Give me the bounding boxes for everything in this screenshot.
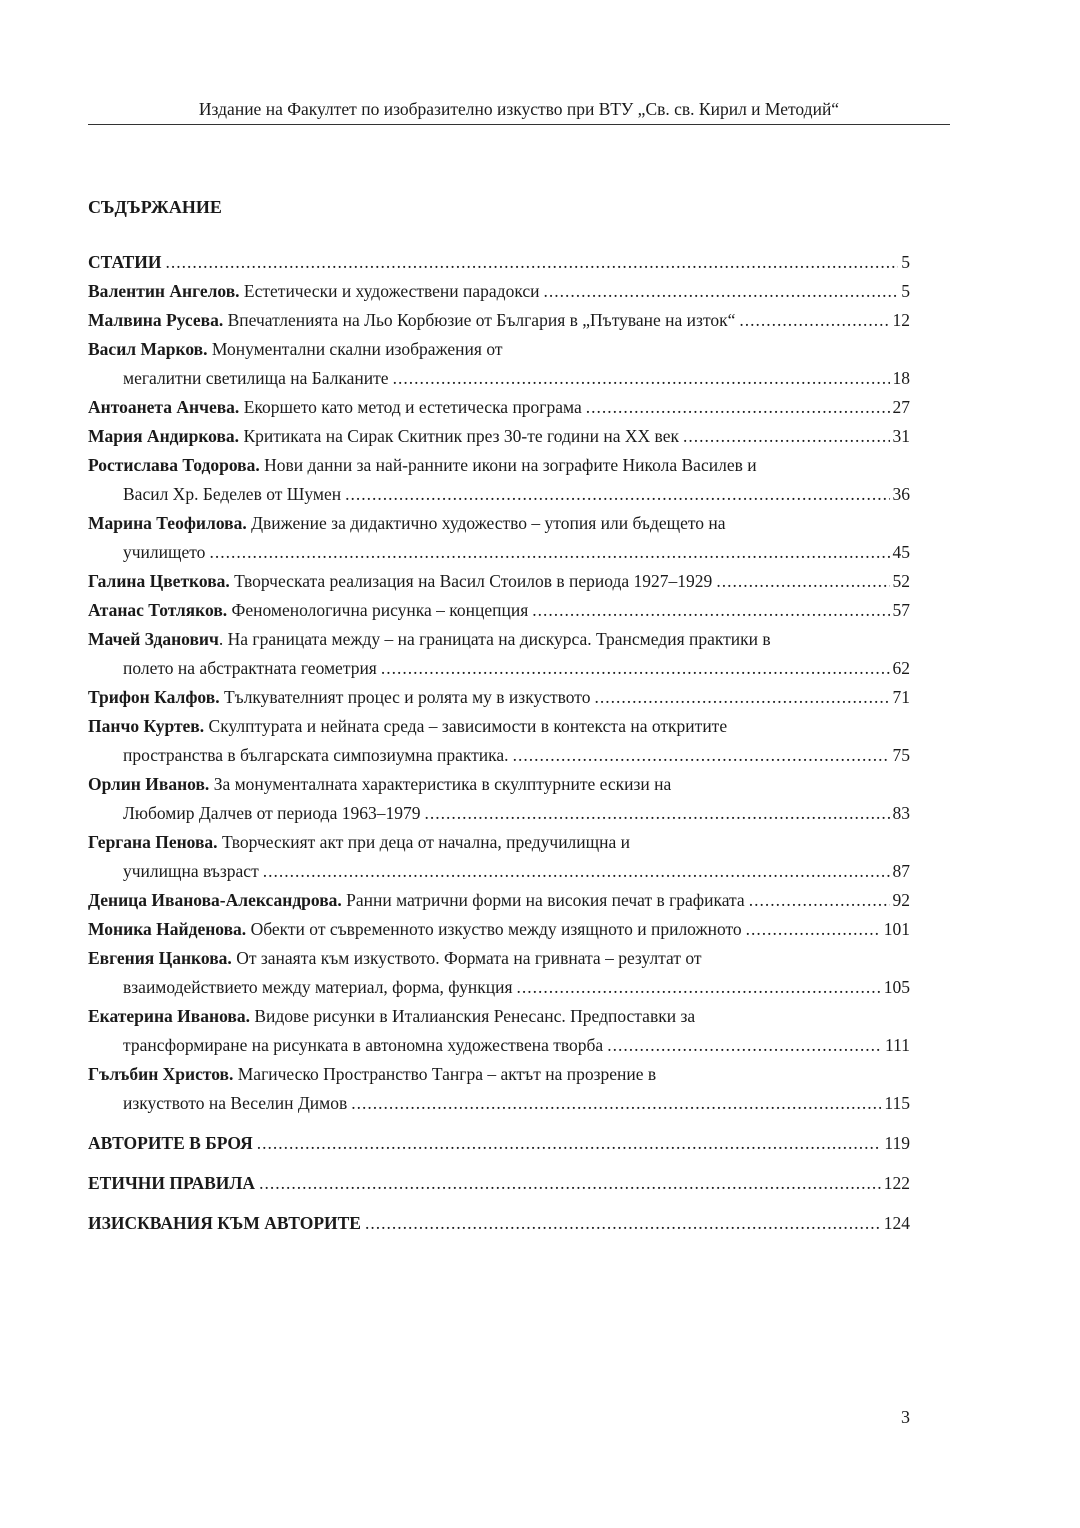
toc-page-number: 119	[884, 1133, 910, 1153]
toc-line-text	[88, 1060, 656, 1089]
toc-author: Панчо Куртев.	[88, 716, 205, 736]
toc-line-text	[88, 393, 582, 422]
toc-article-title: Творческата реализация на Васил Стоилов в периода 1927–1929	[234, 571, 713, 591]
toc-section	[88, 248, 910, 277]
toc-author: Мария Андиркова.	[88, 426, 240, 446]
toc-article-title: училищна възраст	[123, 861, 259, 881]
toc-author: Марина Теофилова.	[88, 513, 247, 533]
toc-entry	[88, 712, 910, 770]
toc-line	[88, 538, 910, 567]
toc-article-title: Движение за дидактично художество – утопия или бъдещето на	[251, 513, 726, 533]
toc-line-text	[88, 335, 503, 364]
dot-leader	[544, 277, 899, 306]
toc-line-text	[88, 683, 590, 712]
dot-leader	[683, 422, 890, 451]
toc-article-title: Впечатленията на Льо Корбюзие от България в „Пътуване на изток“	[227, 310, 736, 330]
toc-line	[88, 683, 910, 712]
toc-page-number: 5	[901, 281, 910, 301]
toc-page-number: 18	[892, 368, 910, 388]
toc-entry	[88, 567, 910, 596]
dot-leader	[739, 306, 889, 335]
toc-article-title: Екоршето като метод и естетическа програма	[243, 397, 582, 417]
toc-article-title: Творческият акт при деца от начална, предучилищна и	[221, 832, 631, 852]
toc-entry	[88, 944, 910, 1002]
toc-line-text	[123, 973, 513, 1002]
toc-line-text	[123, 480, 341, 509]
dot-leader	[393, 364, 890, 393]
running-header: Издание на Факултет по изобразително изкуство при ВТУ „Св. св. Кирил и Методий“	[198, 99, 840, 119]
toc-entry	[88, 828, 910, 886]
dot-leader	[263, 857, 890, 886]
toc-page-number: 71	[892, 687, 910, 707]
toc-page-number: 115	[884, 1093, 910, 1113]
toc-page-number: 101	[883, 919, 910, 939]
dot-leader	[517, 973, 881, 1002]
dot-leader	[259, 1169, 881, 1198]
dot-leader	[257, 1129, 882, 1158]
toc-line-text	[123, 538, 205, 567]
toc-article-title: Тълкувателният процес и ролята му в изкуството	[223, 687, 591, 707]
toc-line-text	[123, 799, 420, 828]
toc-section-title: АВТОРИТЕ В БРОЯ	[88, 1133, 253, 1153]
toc-author: Орлин Иванов.	[88, 774, 210, 794]
toc-line	[88, 480, 910, 509]
toc-section-title: ИЗИСКВАНИЯ КЪМ АВТОРИТЕ	[88, 1213, 361, 1233]
toc-author: Деница Иванова-Александрова.	[88, 890, 342, 910]
toc-section-title: СТАТИИ	[88, 252, 162, 272]
toc-article-title: взаимодействието между материал, форма, функция	[123, 977, 513, 997]
toc-article-title: . На границата между – на границата на дискурса. Трансмедия практики в	[218, 629, 771, 649]
toc-line	[88, 886, 910, 915]
toc-article-title: мегалитни светилища на Балканите	[123, 368, 389, 388]
toc-line	[88, 277, 910, 306]
toc-article-title: Любомир Далчев от периода 1963–1979	[123, 803, 421, 823]
toc-line	[88, 857, 910, 886]
toc-article-title: трансформиране на рисунката в автономна художествена творба	[123, 1035, 604, 1055]
toc-author: Атанас Тотляков.	[88, 600, 228, 620]
toc-line	[88, 393, 910, 422]
toc-author: Малвина Русева.	[88, 310, 224, 330]
toc-line	[88, 1031, 910, 1060]
toc-line	[88, 770, 910, 799]
toc-page-number: 36	[892, 484, 910, 504]
dot-leader	[716, 567, 889, 596]
toc-line-text	[123, 1031, 603, 1060]
toc-article-title: Магическо Пространство Тангра – актът на прозрение в	[237, 1064, 657, 1084]
toc-entry	[88, 509, 910, 567]
dot-leader	[594, 683, 889, 712]
toc-line-text	[88, 712, 727, 741]
toc-line	[88, 1129, 910, 1158]
dot-leader	[532, 596, 889, 625]
toc-line	[88, 1060, 910, 1089]
toc-line	[88, 364, 910, 393]
toc-line-text	[88, 277, 540, 306]
toc-author: Васил Марков.	[88, 339, 208, 359]
toc-line-text	[88, 509, 726, 538]
toc-author: Гълъбин Христов.	[88, 1064, 234, 1084]
toc-page-number: 75	[892, 745, 910, 765]
toc-page-number: 12	[892, 310, 910, 330]
toc-entry	[88, 915, 910, 944]
toc-line-text	[88, 625, 771, 654]
toc-page-number: 31	[892, 426, 910, 446]
toc-line-text	[88, 915, 742, 944]
dot-leader	[345, 480, 889, 509]
toc-page-number: 52	[892, 571, 910, 591]
toc-section	[88, 1209, 910, 1238]
toc-line	[88, 915, 910, 944]
toc-entry	[88, 1002, 910, 1060]
dot-leader	[513, 741, 890, 770]
toc-line	[88, 422, 910, 451]
toc-author: Трифон Калфов.	[88, 687, 220, 707]
toc-line	[88, 944, 910, 973]
toc-page-number: 5	[901, 252, 910, 272]
toc-line-text	[88, 1002, 695, 1031]
toc-line	[88, 509, 910, 538]
toc-article-title: изкуството на Веселин Димов	[123, 1093, 348, 1113]
dot-leader	[381, 654, 890, 683]
toc-entry	[88, 306, 910, 335]
dot-leader	[749, 886, 890, 915]
toc-article-title: пространства в българската симпозиумна практика.	[123, 745, 509, 765]
toc-entry	[88, 625, 910, 683]
toc-line	[88, 248, 910, 277]
toc-page-number: 105	[883, 977, 910, 997]
toc-author: Гергана Пенова.	[88, 832, 218, 852]
toc-author: Антоанета Анчева.	[88, 397, 240, 417]
dot-leader	[365, 1209, 881, 1238]
toc-line	[88, 1169, 910, 1198]
toc-author: Евгения Цанкова.	[88, 948, 232, 968]
toc-line	[88, 1209, 910, 1238]
toc-page-number: 62	[892, 658, 910, 678]
toc-page-number: 87	[892, 861, 910, 881]
toc-line-text	[88, 596, 528, 625]
toc-article-title: Нови данни за най-ранните икони на зографите Никола Василев и	[264, 455, 757, 475]
toc-author: Екатерина Иванова.	[88, 1006, 250, 1026]
toc-line-text	[123, 654, 377, 683]
toc-line	[88, 596, 910, 625]
toc-article-title: училището	[123, 542, 206, 562]
toc-article-title: Естетически и художествени парадокси	[243, 281, 540, 301]
toc-author: Ростислава Тодорова.	[88, 455, 260, 475]
toc-entry	[88, 596, 910, 625]
toc-line-text	[123, 741, 509, 770]
toc-line-text	[88, 422, 679, 451]
dot-leader	[746, 915, 881, 944]
toc-article-title: полето на абстрактната геометрия	[123, 658, 377, 678]
toc-section	[88, 1129, 910, 1158]
toc-author: Валентин Ангелов.	[88, 281, 240, 301]
dot-leader	[165, 248, 898, 277]
toc-line-text	[88, 944, 702, 973]
toc-line	[88, 625, 910, 654]
toc-page-number: 57	[892, 600, 910, 620]
toc-line	[88, 451, 910, 480]
dot-leader	[209, 538, 889, 567]
toc-line	[88, 828, 910, 857]
toc-author: Моника Найденова.	[88, 919, 247, 939]
toc-line-text	[88, 567, 712, 596]
toc-article-title: Обекти от съвременното изкуство между изящното и приложното	[250, 919, 742, 939]
toc-line-text	[88, 306, 735, 335]
toc-page-number: 124	[883, 1213, 910, 1233]
toc-page-number: 83	[892, 803, 910, 823]
toc-line	[88, 567, 910, 596]
toc-entry	[88, 770, 910, 828]
toc-line-text	[123, 364, 389, 393]
toc-line	[88, 741, 910, 770]
toc-line-text	[88, 770, 671, 799]
toc-section-title: ЕТИЧНИ ПРАВИЛА	[88, 1173, 256, 1193]
dot-leader	[586, 393, 890, 422]
toc-page-number: 111	[885, 1035, 910, 1055]
toc-article-title: Скулптурата и нейната среда – зависимости в контекста на откритите	[208, 716, 728, 736]
toc-line	[88, 712, 910, 741]
toc-entry	[88, 393, 910, 422]
toc-line	[88, 306, 910, 335]
toc-line	[88, 799, 910, 828]
toc-page-number: 92	[892, 890, 910, 910]
header-rule	[88, 124, 950, 125]
toc-article-title: Феноменологична рисунка – концепция	[231, 600, 529, 620]
toc-article-title: За монументалната характеристика в скулптурните ескизи на	[213, 774, 672, 794]
toc-entry	[88, 277, 910, 306]
toc-article-title: Критиката на Сирак Скитник през 30-те години на ХХ век	[243, 426, 679, 446]
toc-line-text	[123, 1089, 347, 1118]
toc-author: Галина Цветкова.	[88, 571, 230, 591]
toc-entry	[88, 451, 910, 509]
toc-entry	[88, 335, 910, 393]
toc-author: Мачей Зданович	[88, 629, 219, 649]
table-of-contents	[88, 248, 910, 1238]
toc-article-title: Васил Хр. Беделев от Шумен	[123, 484, 342, 504]
toc-line	[88, 1089, 910, 1118]
toc-title: СЪДЪРЖАНИЕ	[88, 197, 222, 217]
dot-leader	[607, 1031, 882, 1060]
toc-page-number: 27	[892, 397, 910, 417]
toc-line	[88, 1002, 910, 1031]
dot-leader	[351, 1089, 881, 1118]
toc-page-number: 45	[892, 542, 910, 562]
toc-line	[88, 335, 910, 364]
toc-article-title: От занаята към изкуството. Формата на гривната – резултат от	[236, 948, 702, 968]
toc-line	[88, 654, 910, 683]
toc-section	[88, 1169, 910, 1198]
toc-line-text	[123, 857, 259, 886]
dot-leader	[424, 799, 889, 828]
toc-entry	[88, 1060, 910, 1118]
toc-article-title: Ранни матрични форми на високия печат в графиката	[346, 890, 745, 910]
toc-line	[88, 973, 910, 1002]
toc-entry	[88, 422, 910, 451]
toc-line-text	[88, 886, 745, 915]
toc-entry	[88, 683, 910, 712]
toc-line-text	[88, 828, 630, 857]
toc-article-title: Монументални скални изображения от	[211, 339, 503, 359]
toc-page-number: 122	[883, 1173, 910, 1193]
toc-line-text	[88, 451, 757, 480]
toc-article-title: Видове рисунки в Италианския Ренесанс. Предпоставки за	[254, 1006, 696, 1026]
toc-entry	[88, 886, 910, 915]
page-number: 3	[901, 1407, 910, 1427]
